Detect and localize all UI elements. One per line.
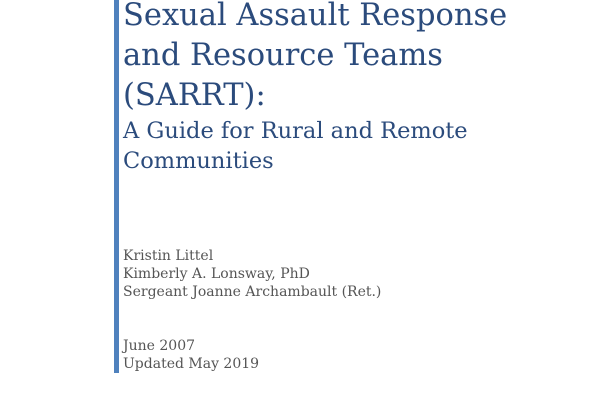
original-date: June 2007 (123, 338, 196, 354)
updated-date: Updated May 2019 (123, 356, 260, 372)
author-name: Kristin Littel (123, 248, 214, 264)
author-name: Kimberly A. Lonsway, PhD (123, 266, 310, 282)
dates-block (123, 337, 259, 373)
title-block (123, 0, 593, 176)
authors-block (123, 247, 381, 301)
accent-bar (114, 0, 119, 373)
title-line-1: Sexual Assault Response (123, 0, 508, 33)
author-name: Sergeant Joanne Archambault (Ret.) (123, 284, 382, 300)
title-line-3: (SARRT): (123, 78, 266, 113)
subtitle-line-2: Communities (123, 148, 274, 174)
subtitle-line-1: A Guide for Rural and Remote (123, 118, 468, 144)
title-line-2: and Resource Teams (123, 38, 443, 73)
